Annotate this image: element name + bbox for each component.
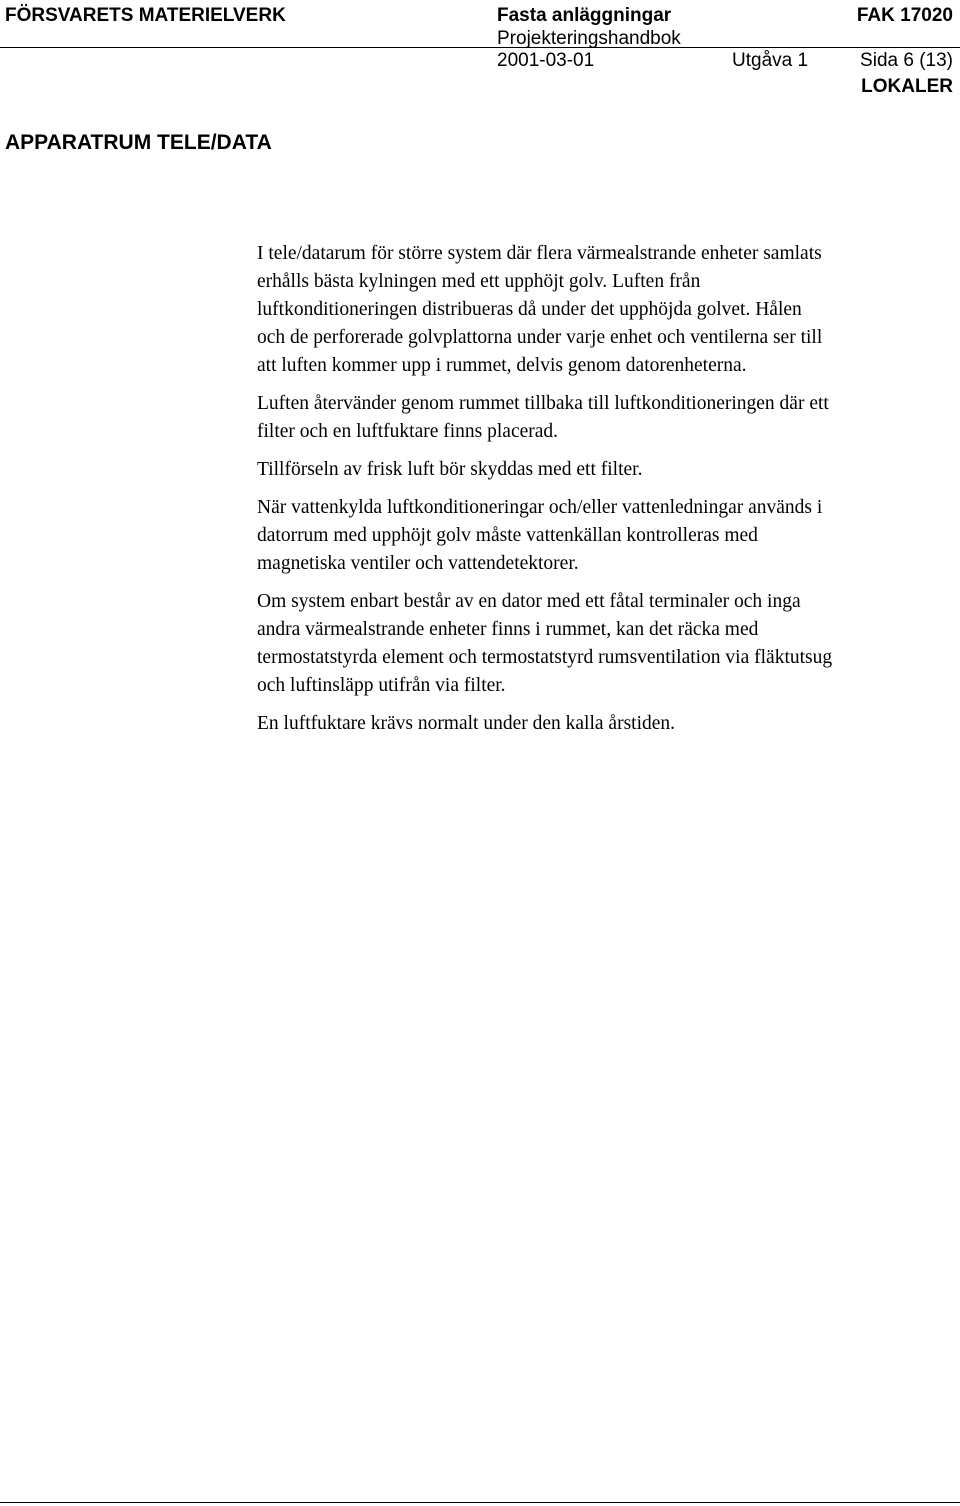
paragraph-line: och luftinsläpp utifrån via filter. <box>257 675 506 696</box>
paragraph-line: att luften kommer upp i rummet, delvis genom datorenheterna. <box>257 355 747 376</box>
page-title: APPARATRUM TELE/DATA <box>5 131 272 154</box>
body-text <box>257 240 957 748</box>
handbook-name: Projekteringshandbok <box>497 28 681 49</box>
paragraph <box>257 456 957 484</box>
edition-label: Utgåva 1 <box>732 50 809 71</box>
page-number: Sida 6 (13) <box>860 50 953 71</box>
chapter-title: Fasta anläggningar <box>497 5 672 26</box>
paragraph-line: Tillförseln av frisk luft bör skyddas med ett filter. <box>257 459 643 480</box>
paragraph-line: termostatstyrda element och termostatstyrd rumsventilation via fläktutsug <box>257 647 833 668</box>
paragraph-line: När vattenkylda luftkonditioneringar och/eller vattenledningar används i <box>257 497 823 518</box>
paragraph <box>257 240 957 380</box>
footer-rule <box>0 1502 960 1503</box>
document-date: 2001-03-01 <box>497 50 595 71</box>
paragraph-line: magnetiska ventiler och vattendetektorer. <box>257 553 579 574</box>
organization-name: FÖRSVARETS MATERIELVERK <box>5 5 286 26</box>
paragraph-line: Luften återvänder genom rummet tillbaka till luftkonditioneringen där ett <box>257 393 829 414</box>
paragraph <box>257 390 957 446</box>
paragraph-line: luftkonditioneringen distribueras då under det upphöjda golvet. Hålen <box>257 299 802 320</box>
paragraph-line: filter och en luftfuktare finns placerad. <box>257 421 559 442</box>
paragraph <box>257 588 957 700</box>
paragraph <box>257 710 957 738</box>
document-number: FAK 17020 <box>856 5 953 26</box>
paragraph-line: och de perforerade golvplattorna under varje enhet och ventilerna ser till <box>257 327 823 348</box>
paragraph-line: erhålls bästa kylningen med ett upphöjt golv. Luften från <box>257 271 701 292</box>
section-label: LOKALER <box>861 76 953 97</box>
paragraph-line: I tele/datarum för större system där flera värmealstrande enheter samlats <box>257 243 822 264</box>
paragraph-line: Om system enbart består av en dator med ett fåtal terminaler och inga <box>257 591 801 612</box>
paragraph <box>257 494 957 578</box>
paragraph-line: andra värmealstrande enheter finns i rummet, kan det räcka med <box>257 619 759 640</box>
paragraph-line: datorrum med upphöjt golv måste vattenkällan kontrolleras med <box>257 525 758 546</box>
header-rule <box>0 47 960 48</box>
paragraph-line: En luftfuktare krävs normalt under den kalla årstiden. <box>257 713 676 734</box>
